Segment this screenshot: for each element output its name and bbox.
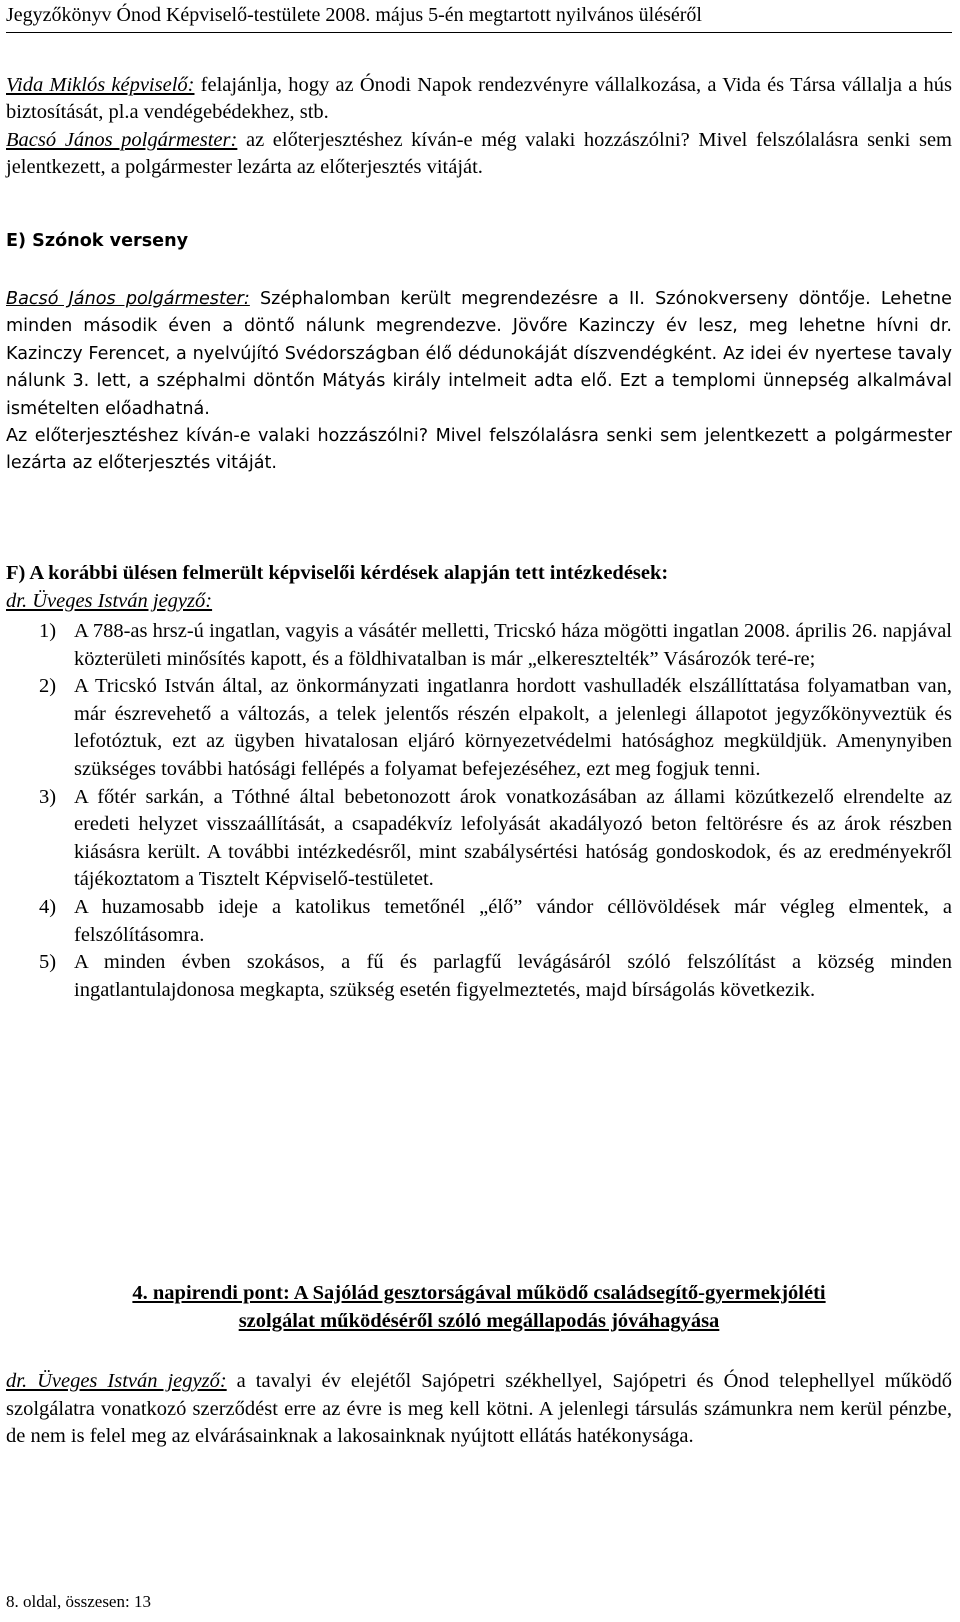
speaker-vida: Vida Miklós képviselő: [6, 74, 195, 96]
list-item [6, 673, 952, 783]
list-item-text: A minden évben szokásos, a fű és parlagfű levágásáról szóló felszólítást a község minden ingatlantulajdonosa megkapta, szükség esetén figyelmeztetés, majd bírságolás következik. [74, 951, 952, 1001]
paragraph-vida [6, 72, 952, 182]
vida-text: felajánlja, hogy az Ónodi Napok rendezvényre vállalkozása, a Vida és Társa vállalja a hús biztosítását, pl.a vendégebédekhez, stb. [6, 74, 952, 124]
list-item-number: 5) [39, 951, 57, 974]
section-f-heading: F) A korábbi ülésen felmerült képviselői kérdések alapján tett intézkedések: [6, 562, 669, 584]
list-item-text: A Tricskó István által, az önkormányzati ingatlanra hordott vashulladék elszállíttatása folyamatban van, már észrevehető a változás, a telek jelentős részén elpakolt, a jelenlegi állapotot jegyzőkönyveztük és lefotóztuk, ezt az ügyben hivatalosan eljáró környezetvédelmi hatósághoz megküldjük. Amenynyiben szükséges további hatósági fellépés a folyamat befejezéséhez, ezt meg fogjuk tenni. [74, 675, 952, 780]
agenda-4-heading-line2: szolgálat működéséről szóló megállapodás jóváhagyása [238, 1309, 720, 1332]
speaker-notary-4: dr. Üveges István jegyző: [6, 1370, 227, 1392]
section-e-closing: Az előterjesztéshez kíván-e valaki hozzászólni? Mivel felszólalásra senki sem jelentkezett a polgármester lezárta az előterjesztés vitáját. [6, 426, 952, 474]
speaker-mayor-e: Bacsó János polgármester: [6, 289, 250, 309]
list-item [6, 784, 952, 894]
speaker-mayor: Bacsó János polgármester: [6, 128, 238, 151]
list-item-text: A 788-as hrsz-ú ingatlan, vagyis a vásátér melletti, Tricskó háza mögötti ingatlan 2008. április 26. napjával közterületi minősítés kapott, és a földhivatalban is már „elkeresztelték” Vásározók teré-re; [74, 620, 952, 670]
section-e-paragraph [6, 286, 952, 423]
agenda-4-heading [6, 1280, 952, 1335]
section-e-text: Széphalomban került megrendezésre a II. Szónokverseny döntője. Lehetne minden második éven a döntő nálunk megrendezve. Jövőre Kazinczy év lesz, meg lehetne hívni dr. Kazinczy Ferencet, a nyelvújító Svédországban élő dédunokáját díszvendégként. Az idei év nyertese tavaly nálunk 3. lett, a széphalmi döntőn Mátyás király intelmeit adta elő. Ezt a templomi ünnepség alkalmával ismételten előadhatná. [6, 289, 952, 419]
measures-list [6, 618, 952, 1004]
vida-paragraph [6, 72, 952, 127]
section-f-speaker-line [6, 588, 952, 616]
list-item [6, 949, 952, 1004]
list-item-number: 4) [39, 895, 57, 918]
mayor-text: az előterjesztéshez kíván-e még valaki hozzászólni? Mivel felszólalásra senki sem jelentkezett, a polgármester lezárta az előterjesztés vitáját. [6, 128, 952, 179]
list-item-number: 3) [39, 785, 57, 808]
list-item-number: 1) [39, 620, 57, 642]
page-footer: 8. oldal, összesen: 13 [6, 1592, 151, 1611]
agenda-4-heading-line1: 4. napirendi pont: A Sajólád gesztorságával működő családsegítő-gyermekjóléti [132, 1282, 826, 1304]
agenda-4-text: a tavalyi év elejétől Sajópetri székhellyel, Sajópetri és Ónod telephellyel működő szolgálatra vonatkozó szerződést erre az évre is meg kell kötni. A jelenlegi társulás számunkra nem kerül pénzbe, de nem is felel meg az elvárásainknak a lakosainknak nyújtott ellátás hatékonysága. [6, 1370, 952, 1448]
list-item [6, 894, 952, 949]
page-header: Jegyzőkönyv Ónod Képviselő-testülete 2008. május 5-én megtartott nyilvános üléséről [6, 4, 952, 33]
agenda-4-body [6, 1368, 952, 1451]
speaker-notary-f: dr. Üveges István jegyző: [6, 590, 213, 612]
list-item-text: A főtér sarkán, a Tóthné által bebetonozott árok vonatkozásában az állami közútkezelő elrendelte az eredeti helyzet visszaállítását, a csapadékvíz lefolyását akadályozó beton feltörésre és az árok részben kiásásra került. A további intézkedésről, mint szabálysértési hatóság gondoskodok, és az eredményekről tájékoztatom a Tisztelt Képviselő-testületet. [74, 785, 952, 891]
section-e-body [6, 286, 952, 478]
list-item-text: A huzamosabb ideje a katolikus temetőnél „élő” vándor céllövöldések már végleg elmentek, a felszólításomra. [74, 895, 952, 946]
mayor-paragraph [6, 127, 952, 182]
section-e-heading: E) Szónok verseny [6, 231, 189, 251]
list-item [6, 618, 952, 673]
list-item-number: 2) [39, 675, 57, 698]
